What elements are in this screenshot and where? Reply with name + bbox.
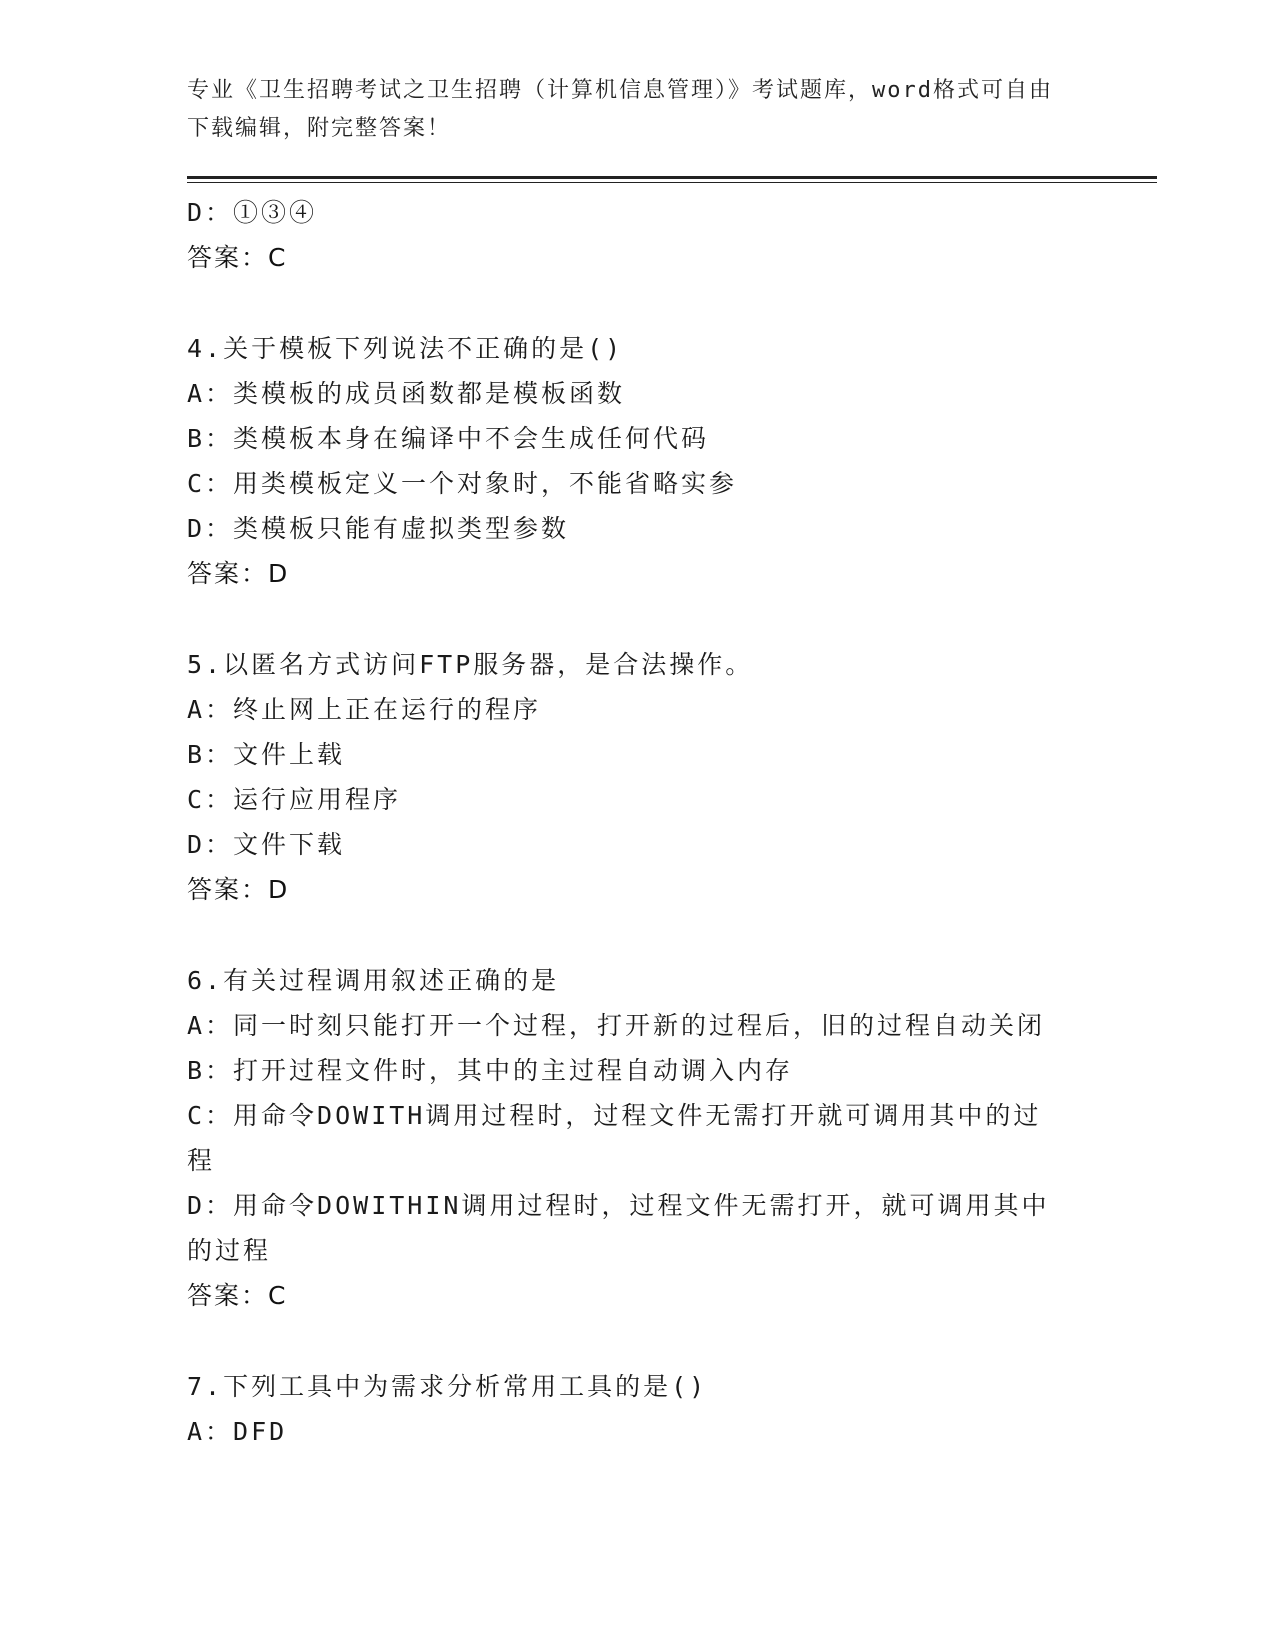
question-option: D：类模板只能有虚拟类型参数 [187,514,570,543]
question-option: C：用类模板定义一个对象时，不能省略实参 [187,469,738,498]
question-option: D：文件下载 [187,830,346,859]
question-answer: 答案：C [187,1281,288,1310]
question-block-4 [187,326,1067,596]
question-answer: 答案：D [187,875,290,904]
question-option: A：终止网上正在运行的程序 [187,695,542,724]
question-option: A：同一时刻只能打开一个过程，打开新的过程后，旧的过程自动关闭 [187,1011,1046,1040]
header-divider-thick [187,176,1157,179]
question-option: B：类模板本身在编译中不会生成任何代码 [187,424,710,453]
header-divider-thin [187,182,1157,183]
question-option: A：类模板的成员函数都是模板函数 [187,379,626,408]
question-title: 5.以匿名方式访问FTP服务器，是合法操作。 [187,650,754,679]
question-option: C：用命令DOWITH调用过程时，过程文件无需打开就可调用其中的过程 [187,1101,1042,1175]
question-answer: 答案：D [187,559,290,588]
answer-fragment: 答案：C [187,243,288,272]
question-block-6 [187,958,1067,1318]
question-option: B：文件上载 [187,740,346,769]
question-option: B：打开过程文件时，其中的主过程自动调入内存 [187,1056,794,1085]
question-title: 6.有关过程调用叙述正确的是 [187,966,560,995]
question-option: D：用命令DOWITHIN调用过程时，过程文件无需打开，就可调用其中的过程 [187,1191,1050,1265]
question-block-7 [187,1364,1067,1454]
question-title: 4.关于模板下列说法不正确的是() [187,334,624,363]
question-title: 7.下列工具中为需求分析常用工具的是() [187,1372,708,1401]
question-option: C：运行应用程序 [187,785,402,814]
question-block-5 [187,642,1067,912]
question-content [187,190,1067,1454]
question-option: A：DFD [187,1417,288,1446]
option-d-fragment: D：①③④ [187,198,318,227]
document-header: 专业《卫生招聘考试之卫生招聘（计算机信息管理）》考试题库，word格式可自由下载编辑，附完整答案！ [187,78,1053,141]
